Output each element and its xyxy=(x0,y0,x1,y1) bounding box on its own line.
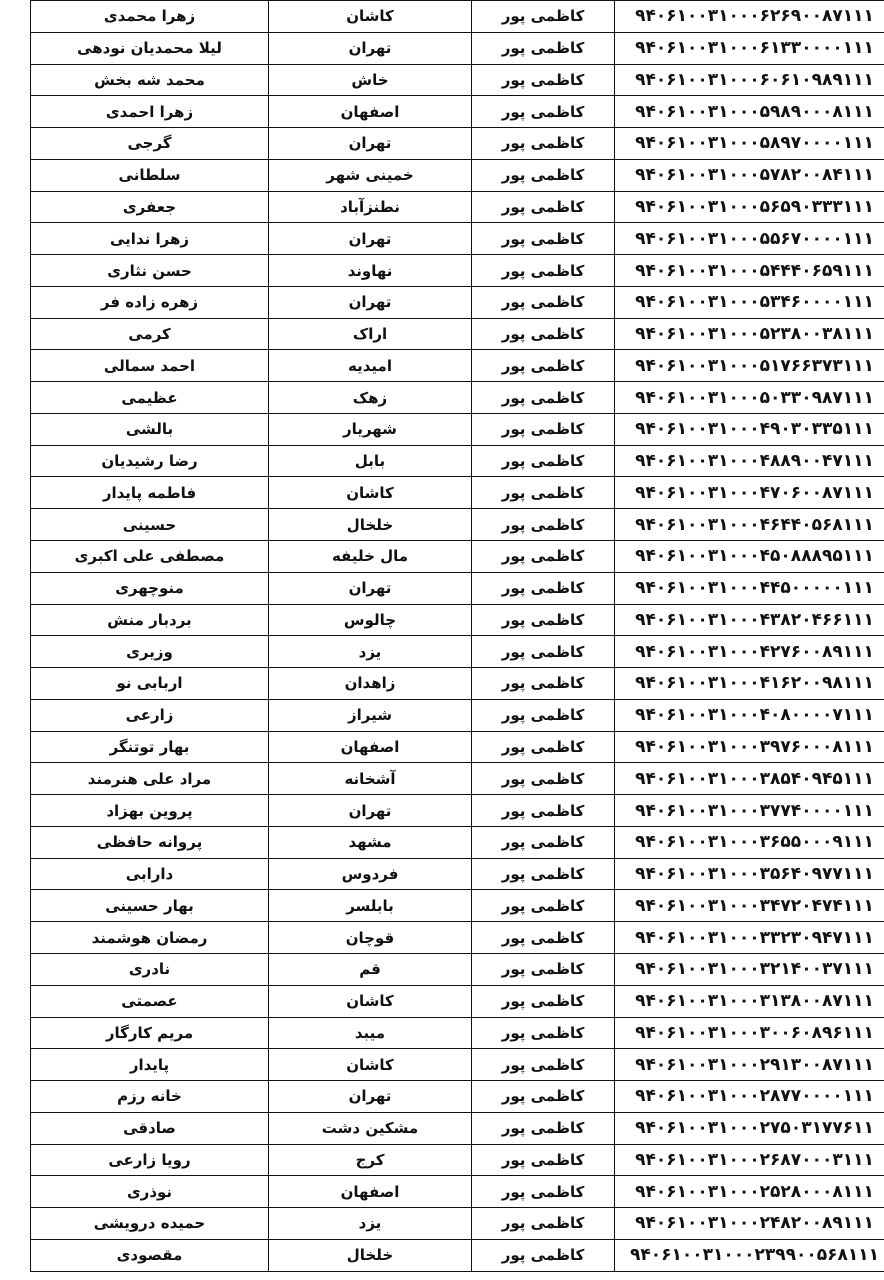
city-cell: کاشان xyxy=(269,985,472,1017)
city-cell: بابلسر xyxy=(269,890,472,922)
group-cell: کاظمی پور xyxy=(472,890,615,922)
group-cell: کاظمی پور xyxy=(472,413,615,445)
account-number-cell: ۹۴۰۶۱۰۰۳۱۰۰۰۴۸۸۹۰۰۴۷۱۱۱ xyxy=(615,445,884,477)
table-row xyxy=(31,699,884,731)
city-cell: میبد xyxy=(269,1017,472,1049)
person-name-cell: مصطفی علی اکبری xyxy=(31,541,269,573)
group-cell: کاظمی پور xyxy=(472,255,615,287)
account-number-cell: ۹۴۰۶۱۰۰۳۱۰۰۰۲۳۹۹۰۰۵۶۸۱۱۱ xyxy=(615,1239,884,1271)
account-number-cell: ۹۴۰۶۱۰۰۳۱۰۰۰۳۳۲۳۰۹۴۷۱۱۱ xyxy=(615,922,884,954)
group-cell: کاظمی پور xyxy=(472,826,615,858)
table-row xyxy=(31,763,884,795)
account-number-cell: ۹۴۰۶۱۰۰۳۱۰۰۰۵۹۸۹۰۰۰۸۱۱۱ xyxy=(615,96,884,128)
group-cell: کاظمی پور xyxy=(472,191,615,223)
group-cell: کاظمی پور xyxy=(472,985,615,1017)
person-name-cell: کرمی xyxy=(31,318,269,350)
group-cell: کاظمی پور xyxy=(472,509,615,541)
city-cell: شیراز xyxy=(269,699,472,731)
account-number-cell: ۹۴۰۶۱۰۰۳۱۰۰۰۳۴۷۲۰۴۷۴۱۱۱ xyxy=(615,890,884,922)
group-cell: کاظمی پور xyxy=(472,382,615,414)
account-number-cell: ۹۴۰۶۱۰۰۳۱۰۰۰۶۰۶۱۰۹۸۹۱۱۱ xyxy=(615,64,884,96)
city-cell: تهران xyxy=(269,1081,472,1113)
city-cell: تهران xyxy=(269,32,472,64)
person-name-cell: عظیمی xyxy=(31,382,269,414)
account-number-cell: ۹۴۰۶۱۰۰۳۱۰۰۰۳۵۶۴۰۹۷۷۱۱۱ xyxy=(615,858,884,890)
person-name-cell: عصمتی xyxy=(31,985,269,1017)
person-name-cell: اربابی نو xyxy=(31,668,269,700)
table-row xyxy=(31,1176,884,1208)
group-cell: کاظمی پور xyxy=(472,1112,615,1144)
person-name-cell: محمد شه بخش xyxy=(31,64,269,96)
account-number-cell: ۹۴۰۶۱۰۰۳۱۰۰۰۳۹۷۶۰۰۰۸۱۱۱ xyxy=(615,731,884,763)
account-list-table xyxy=(30,0,884,1272)
group-cell: کاظمی پور xyxy=(472,159,615,191)
person-name-cell: زهره زاده فر xyxy=(31,286,269,318)
group-cell: کاظمی پور xyxy=(472,223,615,255)
group-cell: کاظمی پور xyxy=(472,445,615,477)
table-row xyxy=(31,668,884,700)
city-cell: اصفهان xyxy=(269,1176,472,1208)
table-row xyxy=(31,159,884,191)
table-row xyxy=(31,191,884,223)
group-cell: کاظمی پور xyxy=(472,1144,615,1176)
person-name-cell: مقصودی xyxy=(31,1239,269,1271)
account-number-cell: ۹۴۰۶۱۰۰۳۱۰۰۰۵۵۶۷۰۰۰۰۱۱۱ xyxy=(615,223,884,255)
person-name-cell: حسینی xyxy=(31,509,269,541)
person-name-cell: زهرا ندایی xyxy=(31,223,269,255)
person-name-cell: بهار توتنگر xyxy=(31,731,269,763)
table-row xyxy=(31,509,884,541)
person-name-cell: پروین بهزاد xyxy=(31,795,269,827)
city-cell: مال خلیفه xyxy=(269,541,472,573)
city-cell: نطنز‌آباد xyxy=(269,191,472,223)
city-cell: کاشان xyxy=(269,1049,472,1081)
table-row xyxy=(31,318,884,350)
account-number-cell: ۹۴۰۶۱۰۰۳۱۰۰۰۶۱۳۳۰۰۰۰۱۱۱ xyxy=(615,32,884,64)
city-cell: شهریار xyxy=(269,413,472,445)
group-cell: کاظمی پور xyxy=(472,128,615,160)
table-row xyxy=(31,128,884,160)
table-row xyxy=(31,826,884,858)
person-name-cell: بالشی xyxy=(31,413,269,445)
account-number-cell: ۹۴۰۶۱۰۰۳۱۰۰۰۴۰۸۰۰۰۰۷۱۱۱ xyxy=(615,699,884,731)
city-cell: فردوس xyxy=(269,858,472,890)
table-row xyxy=(31,64,884,96)
table-row xyxy=(31,572,884,604)
person-name-cell: لیلا محمدیان نودهی xyxy=(31,32,269,64)
account-number-cell: ۹۴۰۶۱۰۰۳۱۰۰۰۲۸۷۷۰۰۰۰۱۱۱ xyxy=(615,1081,884,1113)
person-name-cell: صادقی xyxy=(31,1112,269,1144)
person-name-cell: خانه رزم xyxy=(31,1081,269,1113)
city-cell: مشکین دشت xyxy=(269,1112,472,1144)
table-row xyxy=(31,96,884,128)
account-number-cell: ۹۴۰۶۱۰۰۳۱۰۰۰۲۹۱۳۰۰۸۷۱۱۱ xyxy=(615,1049,884,1081)
person-name-cell: مریم کارگار xyxy=(31,1017,269,1049)
group-cell: کاظمی پور xyxy=(472,604,615,636)
person-name-cell: جعفری xyxy=(31,191,269,223)
account-number-cell: ۹۴۰۶۱۰۰۳۱۰۰۰۴۱۶۲۰۰۹۸۱۱۱ xyxy=(615,668,884,700)
table-row xyxy=(31,953,884,985)
city-cell: بابل xyxy=(269,445,472,477)
person-name-cell: فاطمه پایدار xyxy=(31,477,269,509)
account-number-cell: ۹۴۰۶۱۰۰۳۱۰۰۰۴۲۷۶۰۰۸۹۱۱۱ xyxy=(615,636,884,668)
person-name-cell: رویا زارعی xyxy=(31,1144,269,1176)
group-cell: کاظمی پور xyxy=(472,1208,615,1240)
group-cell: کاظمی پور xyxy=(472,922,615,954)
city-cell: خمینی شهر xyxy=(269,159,472,191)
person-name-cell: منوچهری xyxy=(31,572,269,604)
city-cell: تهران xyxy=(269,795,472,827)
city-cell: مشهد xyxy=(269,826,472,858)
person-name-cell: احمد سمالی xyxy=(31,350,269,382)
city-cell: کاشان xyxy=(269,1,472,33)
table-row xyxy=(31,1,884,33)
table-row xyxy=(31,636,884,668)
person-name-cell: زهرا احمدی xyxy=(31,96,269,128)
account-number-cell: ۹۴۰۶۱۰۰۳۱۰۰۰۴۴۵۰۰۰۰۰۱۱۱ xyxy=(615,572,884,604)
account-number-cell: ۹۴۰۶۱۰۰۳۱۰۰۰۴۷۰۶۰۰۸۷۱۱۱ xyxy=(615,477,884,509)
table-row xyxy=(31,445,884,477)
city-cell: تهران xyxy=(269,128,472,160)
account-number-cell: ۹۴۰۶۱۰۰۳۱۰۰۰۲۷۵۰۳۱۷۷۶۱۱ xyxy=(615,1112,884,1144)
city-cell: تهران xyxy=(269,223,472,255)
table-row xyxy=(31,32,884,64)
account-number-cell: ۹۴۰۶۱۰۰۳۱۰۰۰۲۵۲۸۰۰۰۸۱۱۱ xyxy=(615,1176,884,1208)
table-row xyxy=(31,1017,884,1049)
city-cell: قوچان xyxy=(269,922,472,954)
table-row xyxy=(31,1081,884,1113)
group-cell: کاظمی پور xyxy=(472,541,615,573)
table-row xyxy=(31,1049,884,1081)
person-name-cell: رمضان هوشمند xyxy=(31,922,269,954)
table-row xyxy=(31,350,884,382)
person-name-cell: زارعی xyxy=(31,699,269,731)
table-body xyxy=(31,1,884,1272)
table-row xyxy=(31,1239,884,1271)
table-row xyxy=(31,255,884,287)
account-number-cell: ۹۴۰۶۱۰۰۳۱۰۰۰۵۱۷۶۶۳۷۳۱۱۱ xyxy=(615,350,884,382)
group-cell: کاظمی پور xyxy=(472,32,615,64)
table-row xyxy=(31,541,884,573)
account-number-cell: ۹۴۰۶۱۰۰۳۱۰۰۰۳۱۳۸۰۰۸۷۱۱۱ xyxy=(615,985,884,1017)
person-name-cell: نادری xyxy=(31,953,269,985)
account-number-cell: ۹۴۰۶۱۰۰۳۱۰۰۰۵۷۸۲۰۰۸۴۱۱۱ xyxy=(615,159,884,191)
person-name-cell: بردبار منش xyxy=(31,604,269,636)
group-cell: کاظمی پور xyxy=(472,477,615,509)
table-row xyxy=(31,1208,884,1240)
account-number-cell: ۹۴۰۶۱۰۰۳۱۰۰۰۳۸۵۴۰۹۴۵۱۱۱ xyxy=(615,763,884,795)
city-cell: آشخانه xyxy=(269,763,472,795)
person-name-cell: پروانه حافظی xyxy=(31,826,269,858)
group-cell: کاظمی پور xyxy=(472,858,615,890)
city-cell: زاهدان xyxy=(269,668,472,700)
group-cell: کاظمی پور xyxy=(472,1239,615,1271)
group-cell: کاظمی پور xyxy=(472,318,615,350)
account-number-cell: ۹۴۰۶۱۰۰۳۱۰۰۰۲۶۸۷۰۰۰۳۱۱۱ xyxy=(615,1144,884,1176)
account-number-cell: ۹۴۰۶۱۰۰۳۱۰۰۰۶۲۶۹۰۰۸۷۱۱۱ xyxy=(615,1,884,33)
table-row xyxy=(31,382,884,414)
person-name-cell: گرجی xyxy=(31,128,269,160)
person-name-cell: پایدار xyxy=(31,1049,269,1081)
person-name-cell: بهار حسینی xyxy=(31,890,269,922)
table-row xyxy=(31,985,884,1017)
person-name-cell: دارابی xyxy=(31,858,269,890)
person-name-cell: حسن نثاری xyxy=(31,255,269,287)
person-name-cell: مراد علی هنرمند xyxy=(31,763,269,795)
city-cell: قم xyxy=(269,953,472,985)
group-cell: کاظمی پور xyxy=(472,350,615,382)
city-cell: نهاوند xyxy=(269,255,472,287)
account-number-cell: ۹۴۰۶۱۰۰۳۱۰۰۰۴۹۰۳۰۳۳۵۱۱۱ xyxy=(615,413,884,445)
group-cell: کاظمی پور xyxy=(472,699,615,731)
group-cell: کاظمی پور xyxy=(472,668,615,700)
city-cell: امیدیه xyxy=(269,350,472,382)
city-cell: خاش xyxy=(269,64,472,96)
account-number-cell: ۹۴۰۶۱۰۰۳۱۰۰۰۲۴۸۲۰۰۸۹۱۱۱ xyxy=(615,1208,884,1240)
account-number-cell: ۹۴۰۶۱۰۰۳۱۰۰۰۵۰۳۳۰۹۸۷۱۱۱ xyxy=(615,382,884,414)
account-number-cell: ۹۴۰۶۱۰۰۳۱۰۰۰۳۷۷۴۰۰۰۰۱۱۱ xyxy=(615,795,884,827)
group-cell: کاظمی پور xyxy=(472,1049,615,1081)
city-cell: اصفهان xyxy=(269,731,472,763)
table-row xyxy=(31,890,884,922)
account-number-cell: ۹۴۰۶۱۰۰۳۱۰۰۰۴۶۴۴۰۵۶۸۱۱۱ xyxy=(615,509,884,541)
account-number-cell: ۹۴۰۶۱۰۰۳۱۰۰۰۳۰۰۶۰۸۹۶۱۱۱ xyxy=(615,1017,884,1049)
city-cell: خلخال xyxy=(269,509,472,541)
person-name-cell: نوذری xyxy=(31,1176,269,1208)
person-name-cell: رضا رشیدیان xyxy=(31,445,269,477)
account-number-cell: ۹۴۰۶۱۰۰۳۱۰۰۰۵۶۵۹۰۳۳۳۱۱۱ xyxy=(615,191,884,223)
city-cell: یزد xyxy=(269,1208,472,1240)
group-cell: کاظمی پور xyxy=(472,96,615,128)
group-cell: کاظمی پور xyxy=(472,1176,615,1208)
account-number-cell: ۹۴۰۶۱۰۰۳۱۰۰۰۵۴۴۴۰۶۵۹۱۱۱ xyxy=(615,255,884,287)
group-cell: کاظمی پور xyxy=(472,731,615,763)
group-cell: کاظمی پور xyxy=(472,763,615,795)
account-number-cell: ۹۴۰۶۱۰۰۳۱۰۰۰۵۲۳۸۰۰۳۸۱۱۱ xyxy=(615,318,884,350)
city-cell: اصفهان xyxy=(269,96,472,128)
city-cell: تهران xyxy=(269,572,472,604)
group-cell: کاظمی پور xyxy=(472,572,615,604)
city-cell: کرج xyxy=(269,1144,472,1176)
account-number-cell: ۹۴۰۶۱۰۰۳۱۰۰۰۳۶۵۵۰۰۰۹۱۱۱ xyxy=(615,826,884,858)
table-row xyxy=(31,223,884,255)
city-cell: اراک xyxy=(269,318,472,350)
account-number-cell: ۹۴۰۶۱۰۰۳۱۰۰۰۵۸۹۷۰۰۰۰۱۱۱ xyxy=(615,128,884,160)
person-name-cell: زهرا محمدی xyxy=(31,1,269,33)
table-row xyxy=(31,477,884,509)
account-number-cell: ۹۴۰۶۱۰۰۳۱۰۰۰۵۳۴۶۰۰۰۰۱۱۱ xyxy=(615,286,884,318)
account-number-cell: ۹۴۰۶۱۰۰۳۱۰۰۰۴۳۸۲۰۴۶۶۱۱۱ xyxy=(615,604,884,636)
city-cell: یزد xyxy=(269,636,472,668)
group-cell: کاظمی پور xyxy=(472,953,615,985)
account-number-cell: ۹۴۰۶۱۰۰۳۱۰۰۰۴۵۰۸۸۸۹۵۱۱۱ xyxy=(615,541,884,573)
group-cell: کاظمی پور xyxy=(472,795,615,827)
table-row xyxy=(31,922,884,954)
table-row xyxy=(31,731,884,763)
city-cell: کاشان xyxy=(269,477,472,509)
person-name-cell: وزیری xyxy=(31,636,269,668)
account-number-cell: ۹۴۰۶۱۰۰۳۱۰۰۰۳۲۱۴۰۰۳۷۱۱۱ xyxy=(615,953,884,985)
city-cell: تهران xyxy=(269,286,472,318)
table-row xyxy=(31,858,884,890)
group-cell: کاظمی پور xyxy=(472,286,615,318)
city-cell: چالوس xyxy=(269,604,472,636)
group-cell: کاظمی پور xyxy=(472,1017,615,1049)
table-row xyxy=(31,1112,884,1144)
table-row xyxy=(31,286,884,318)
table-row xyxy=(31,1144,884,1176)
group-cell: کاظمی پور xyxy=(472,64,615,96)
person-name-cell: حمیده درویشی xyxy=(31,1208,269,1240)
group-cell: کاظمی پور xyxy=(472,636,615,668)
group-cell: کاظمی پور xyxy=(472,1,615,33)
person-name-cell: سلطانی xyxy=(31,159,269,191)
city-cell: زهک xyxy=(269,382,472,414)
table-row xyxy=(31,795,884,827)
table-row xyxy=(31,604,884,636)
group-cell: کاظمی پور xyxy=(472,1081,615,1113)
table-row xyxy=(31,413,884,445)
city-cell: خلخال xyxy=(269,1239,472,1271)
